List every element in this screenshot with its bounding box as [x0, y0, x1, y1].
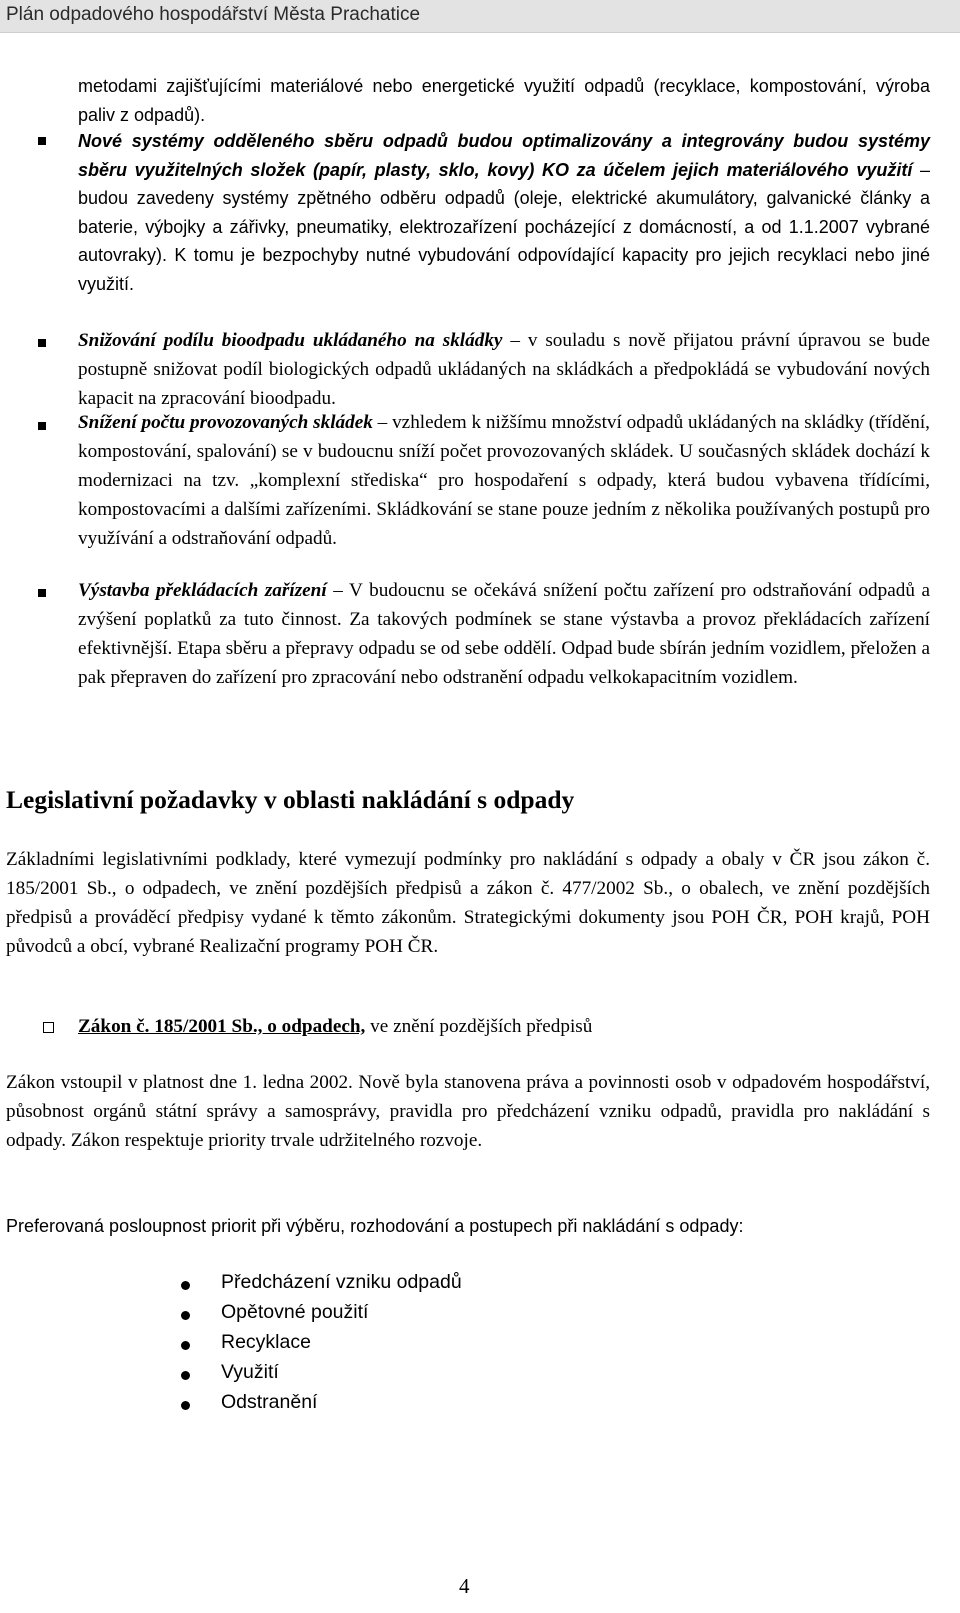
square-bullet-icon	[38, 422, 46, 430]
square-bullet-icon	[38, 589, 46, 597]
square-bullet-icon	[38, 137, 46, 145]
law-paragraph: Zákon vstoupil v platnost dne 1. ledna 2002. Nově byla stanovena práva a povinnosti osob v odpadovém hospodářství, působnost orgánů státní správy a samosprávy, pravidla pro předcházení vzniku odpadů, pravidla pro nakládání s odpady. Zákon respektuje priority trvale udržitelného rozvoje.	[6, 1072, 930, 1151]
law-title	[78, 1012, 930, 1041]
header-title: Plán odpadového hospodářství Města Prachatice	[6, 4, 421, 25]
list-item: Recyklace	[221, 1331, 311, 1353]
bullet-paragraph	[78, 326, 930, 413]
law-title-bold: Zákon č. 185/2001 Sb., o odpadech,	[78, 1016, 366, 1037]
legislation-paragraph: Základními legislativními podklady, které vymezují podmínky pro nakládání s odpady a obaly v ČR jsou zákon č. 185/2001 Sb., o odpadech, ve znění pozdějších předpisů a zákon č. 477/2002 Sb., o obalech, ve znění pozdějších předpisů a prováděcí předpisy vydané k těmto zákonům. Strategickými dokumenty jsou POH ČR, POH krajů, POH původců a obcí, vybrané Realizační programy POH ČR.	[6, 849, 930, 957]
bullet-dot-icon	[181, 1311, 190, 1320]
bullet-lead: Snížení počtu provozovaných skládek	[78, 412, 373, 433]
list-item: Využití	[221, 1361, 279, 1383]
priorities-intro: Preferovaná posloupnost priorit při výběru, rozhodování a postupech při nakládání s odpady:	[6, 1216, 744, 1236]
law-title-rest: ve znění pozdějších předpisů	[365, 1016, 593, 1037]
bullet-dot-icon	[181, 1401, 190, 1410]
bullet-lead: Výstavba překládacích zařízení	[78, 580, 327, 601]
bullet-body: – v souladu s nově přijatou právní úpravou se bude postupně snižovat podíl biologických odpadů ukládaných na skládkách a předpokládá se vybudování nových kapacit na zpracování bioodpadu.	[78, 330, 930, 409]
intro-paragraph: metodami zajišťujícími materiálové nebo energetické využití odpadů (recyklace, kompostování, výroba paliv z odpadů).	[78, 76, 930, 125]
bullet-body: – vzhledem k nižšímu množství odpadů ukládaných na skládky (třídění, kompostování, spalování) se v budoucnu sníží počet provozovaných skládek. U současných skládek dochází k modernizaci na tzv. „komplexní střediska“ pro hospodaření s odpady, která budou vybavena třídícími, kompostovacími a dalšími zařízeními. Skládkování se stane pouze jedním z několika používaných postupů pro využívání a odstraňování odpadů.	[78, 412, 930, 549]
checkbox-bullet-icon	[43, 1022, 54, 1033]
section-heading: Legislativní požadavky v oblasti nakládání s odpady	[6, 785, 575, 814]
document-header	[0, 0, 960, 33]
bullet-paragraph	[78, 408, 930, 553]
list-item: Odstranění	[221, 1391, 318, 1413]
bullet-dot-icon	[181, 1281, 190, 1290]
bullet-body: – V budoucnu se očekává snížení počtu zařízení pro odstraňování odpadů a zvýšení poplatků za tuto činnost. Za takových podmínek se stane výstavba a provoz překládacích zařízení efektivnější. Etapa sběru a přepravy odpadu se od sebe oddělí. Odpad bude sbírán jedním vozidlem, přeložen a pak přepraven do zařízení pro zpracování nebo odstranění odpadu velkokapacitním vozidlem.	[78, 580, 930, 688]
bullet-dot-icon	[181, 1341, 190, 1350]
bullet-body: – budou zavedeny systémy zpětného odběru odpadů (oleje, elektrické akumulátory, galvanické články a baterie, výbojky a zářivky, pneumatiky, elektrozařízení pocházející z domácností, a od 1.1.2007 vybrané autovraky). K tomu je bezpochyby nutné vybudování odpovídající kapacity pro jejich recyklaci nebo jiné využití.	[78, 159, 930, 294]
list-item: Předcházení vzniku odpadů	[221, 1271, 462, 1293]
bullet-paragraph	[78, 576, 930, 692]
list-item: Opětovné použití	[221, 1301, 369, 1323]
bullet-lead: Nové systémy odděleného sběru odpadů budou optimalizovány a integrovány budou systémy sběru využitelných složek (papír, plasty, sklo, kovy) KO za účelem jejich materiálového využití	[78, 131, 930, 180]
bullet-paragraph	[78, 127, 930, 298]
page-number: 4	[459, 1574, 470, 1598]
bullet-lead: Snižování podílu bioodpadu ukládaného na skládky	[78, 330, 503, 351]
bullet-dot-icon	[181, 1371, 190, 1380]
square-bullet-icon	[38, 339, 46, 347]
